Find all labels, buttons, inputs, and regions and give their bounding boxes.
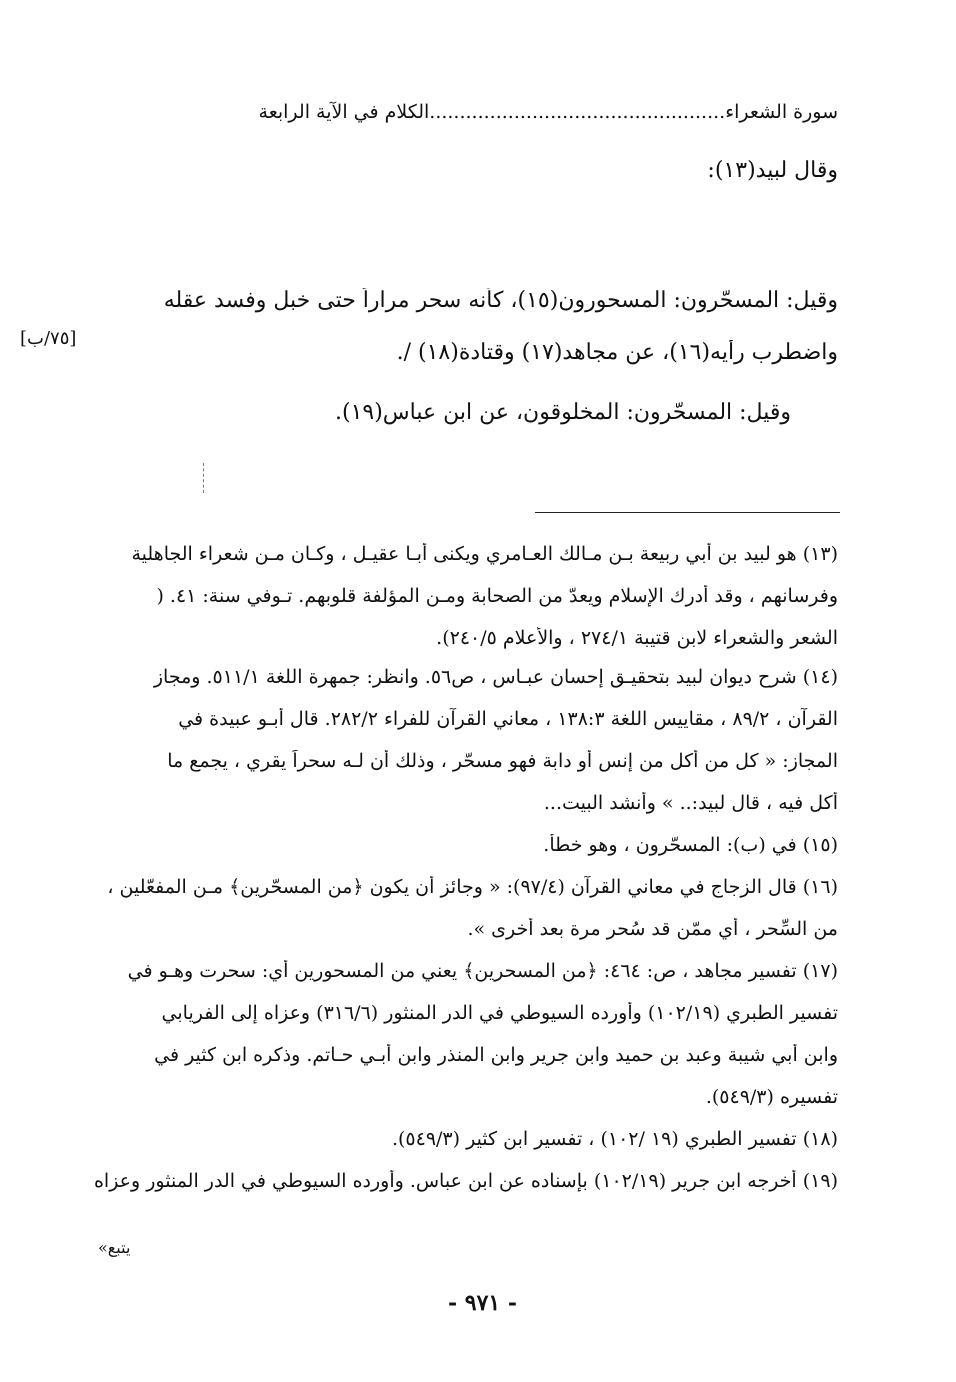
footnote-line: تفسير الطبري (١٠٢/١٩) وأورده السيوطي في الدر المنثور (٣١٦/٦) وعزاه إلى الفريابي <box>161 1002 838 1024</box>
manuscript-folio-note: [٧٥/ب] <box>20 328 77 349</box>
scan-mark <box>203 463 205 493</box>
footnote-line: (١٤) شرح ديوان لبيد بتحقيـق إحسان عبـاس ، ص٥٦. وانظر: جمهرة اللغة ٥١١/١. ومجاز <box>153 666 838 688</box>
footnote-line: أكل فيه ، قال لبيد:.. » وأنشد البيت... <box>543 792 838 814</box>
footnote-line: (١٣) هو لبيد بن أبي ربيعة بـن مـالك العـامري ويكنى أبـا عقيـل ، وكـان مـن شعراء الجاهلية <box>131 543 838 565</box>
footnote-line: (١٥) في (ب): المسحّرون ، وهو خطأ. <box>543 834 838 856</box>
page-number: - ٩٧١ - <box>448 1290 518 1316</box>
footnote-line: (١٦) قال الزجاج في معاني القرآن (٩٧/٤): « وجائز أن يكون ﴿من المسحّرين﴾ مـن المفعّلين ، <box>107 876 838 898</box>
footnote-line: القرآن ، ٨٩/٢ ، مقاييس اللغة ١٣٨:٣ ، معاني القرآن للفراء ٢٨٢/٢. قال أبـو عبيدة في <box>178 708 838 730</box>
footnote-line: (١٩) أخرجه ابن جرير (١٠٢/١٩) بإسناده عن ابن عباس. وأورده السيوطي في الدر المنثور وعزاه <box>93 1170 838 1192</box>
footnote-line: من السِّحر ، أي ممّن قد سُحر مرة بعد أخرى ». <box>467 918 838 940</box>
footnote-separator <box>535 512 840 513</box>
running-header: سورة الشعراء.................................................الكلام في الآية الرابعة <box>258 101 838 123</box>
paragraph-line: وقيل: المسحّرون: المسحورون(١٥)، كأنه سحر مراراً حتى خبل وفسد عقله <box>163 288 838 313</box>
footnote-line: (١٨) تفسير الطبري (١٩ /١٠٢) ، تفسير ابن كثير (٥٤٩/٣). <box>391 1128 838 1150</box>
catchword: يتبع» <box>98 1238 131 1257</box>
footnote-line: وابن أبي شيبة وعبد بن حميد وابن جرير وابن المنذر وابن أبـي حـاتم. وذكره ابن كثير في <box>154 1044 838 1066</box>
paragraph-line: واضطرب رأيه(١٦)، عن مجاهد(١٧) وقتادة(١٨) /. <box>396 340 838 365</box>
footnote-line: تفسيره (٥٤٩/٣). <box>705 1086 838 1108</box>
footnote-line: المجاز: « كل من أكل من إنس أو دابة فهو مسحّر ، وذلك أن لـه سحراً يقري ، يجمع ما <box>167 750 838 772</box>
footnote-line: الشعر والشعراء لابن قتيبة ٢٧٤/١ ، والأعلام ٢٤٠/٥). <box>436 627 838 649</box>
paragraph-line: وقيل: المسحّرون: المخلوقون، عن ابن عباس(١٩). <box>334 400 791 425</box>
footnote-line: (١٧) تفسير مجاهد ، ص: ٤٦٤: ﴿من المسحرين﴾ يعني من المسحورين أي: سحرت وهـو في <box>127 960 838 982</box>
footnote-line: وفرسانهم ، وقد أدرك الإسلام ويعدّ من الصحابة ومـن المؤلفة قلوبهم. تـوفي سنة: ٤١. ( <box>156 585 838 607</box>
intro-line: وقال لبيد(١٣): <box>707 158 838 183</box>
